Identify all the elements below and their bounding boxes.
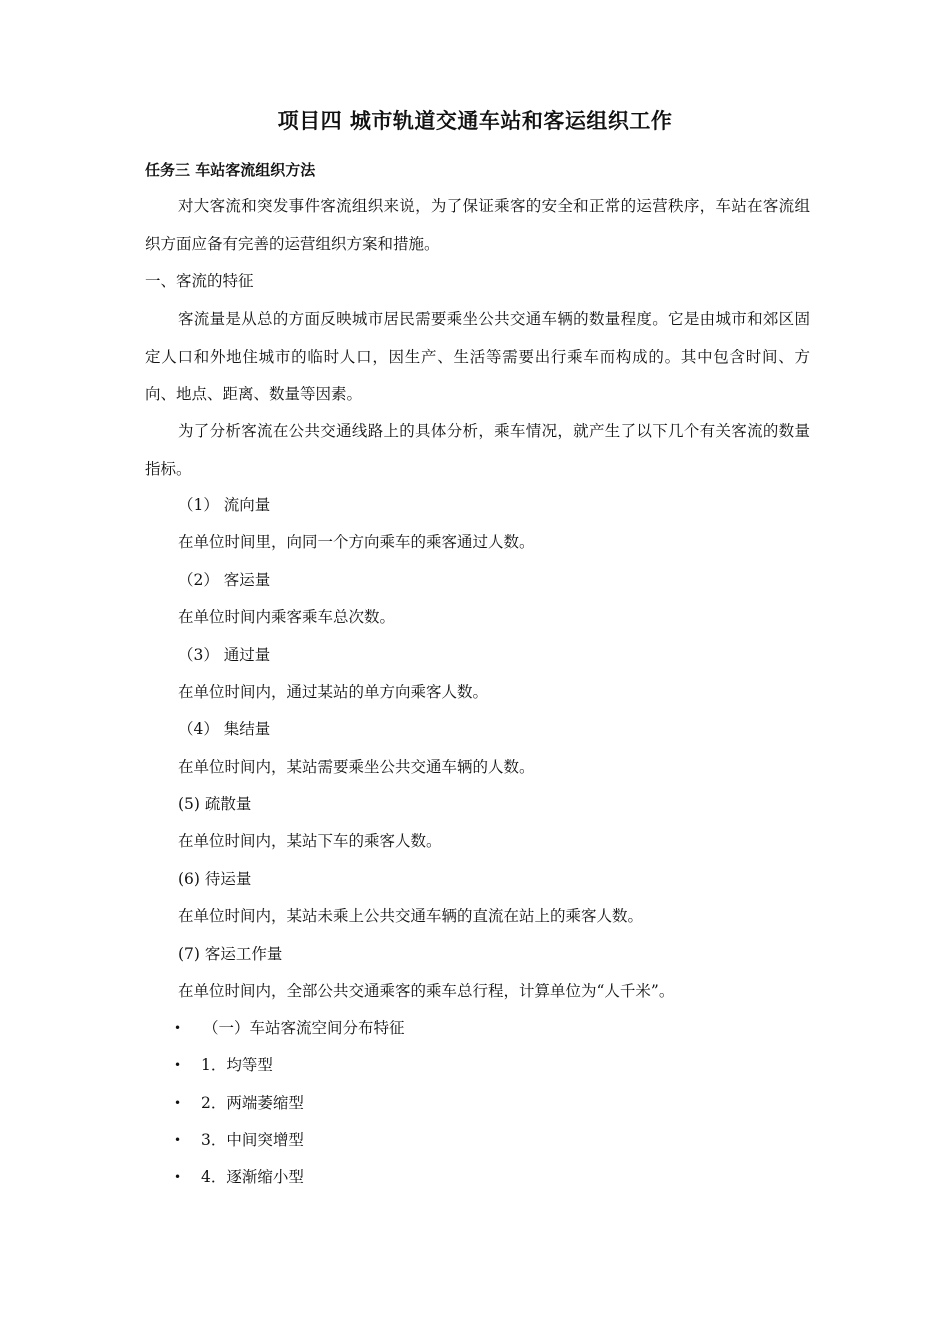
- indicator-definition: 在单位时间内，某站需要乘坐公共交通车辆的人数。: [178, 758, 535, 776]
- bullet-icon: •: [174, 1021, 182, 1035]
- indicator-label: (7) 客运工作量: [178, 945, 283, 963]
- indicators-paragraph: 为了分析客流在公共交通线路上的具体分析，乘车情况，就产生了以下几个有关客流的数量指标。: [145, 422, 810, 478]
- list-item: （一）车站客流空间分布特征: [203, 1019, 405, 1037]
- list-item: 4．逐渐缩小型: [201, 1168, 304, 1186]
- indicator-definition: 在单位时间内，全部公共交通乘客的乘车总行程，计算单位为“人千米”。: [178, 982, 675, 1000]
- indicator-definition: 在单位时间内，某站未乘上公共交通车辆的直流在站上的乘客人数。: [178, 907, 644, 925]
- indicator-label: (5) 疏散量: [178, 795, 252, 813]
- indicator-definition: 在单位时间内乘客乘车总次数。: [178, 608, 396, 626]
- indicator-label: （2） 客运量: [178, 571, 271, 589]
- indicator-definition: 在单位时间里，向同一个方向乘车的乘客通过人数。: [178, 533, 535, 551]
- indicator-label: (6) 待运量: [178, 870, 252, 888]
- intro-paragraph: 对大客流和突发事件客流组织来说，为了保证乘客的安全和正常的运营秩序，车站在客流组织方面应备有完善的运营组织方案和措施。: [145, 197, 810, 253]
- volume-paragraph: 客流量是从总的方面反映城市居民需要乘坐公共交通车辆的数量程度。它是由城市和郊区固定人口和外地住城市的临时人口，因生产、生活等需要出行乘车而构成的。其中包含时间、方向、地点、距离、数量等因素。: [145, 310, 810, 403]
- bullet-icon: •: [174, 1170, 182, 1184]
- task-heading: 任务三 车站客流组织方法: [145, 161, 316, 179]
- list-item: 1．均等型: [201, 1056, 273, 1074]
- bullet-icon: •: [174, 1133, 182, 1147]
- list-item: 2．两端萎缩型: [201, 1094, 304, 1112]
- indicator-label: （3） 通过量: [178, 646, 271, 664]
- indicator-label: （1） 流向量: [178, 496, 271, 514]
- bullet-icon: •: [174, 1058, 182, 1072]
- indicator-definition: 在单位时间内，通过某站的单方向乘客人数。: [178, 683, 489, 701]
- list-item: 3．中间突增型: [201, 1131, 304, 1149]
- section-heading: 一、客流的特征: [145, 272, 254, 290]
- indicator-definition: 在单位时间内，某站下车的乘客人数。: [178, 832, 442, 850]
- document-title: 项目四 城市轨道交通车站和客运组织工作: [277, 109, 673, 133]
- indicator-label: （4） 集结量: [178, 720, 271, 738]
- bullet-icon: •: [174, 1096, 182, 1110]
